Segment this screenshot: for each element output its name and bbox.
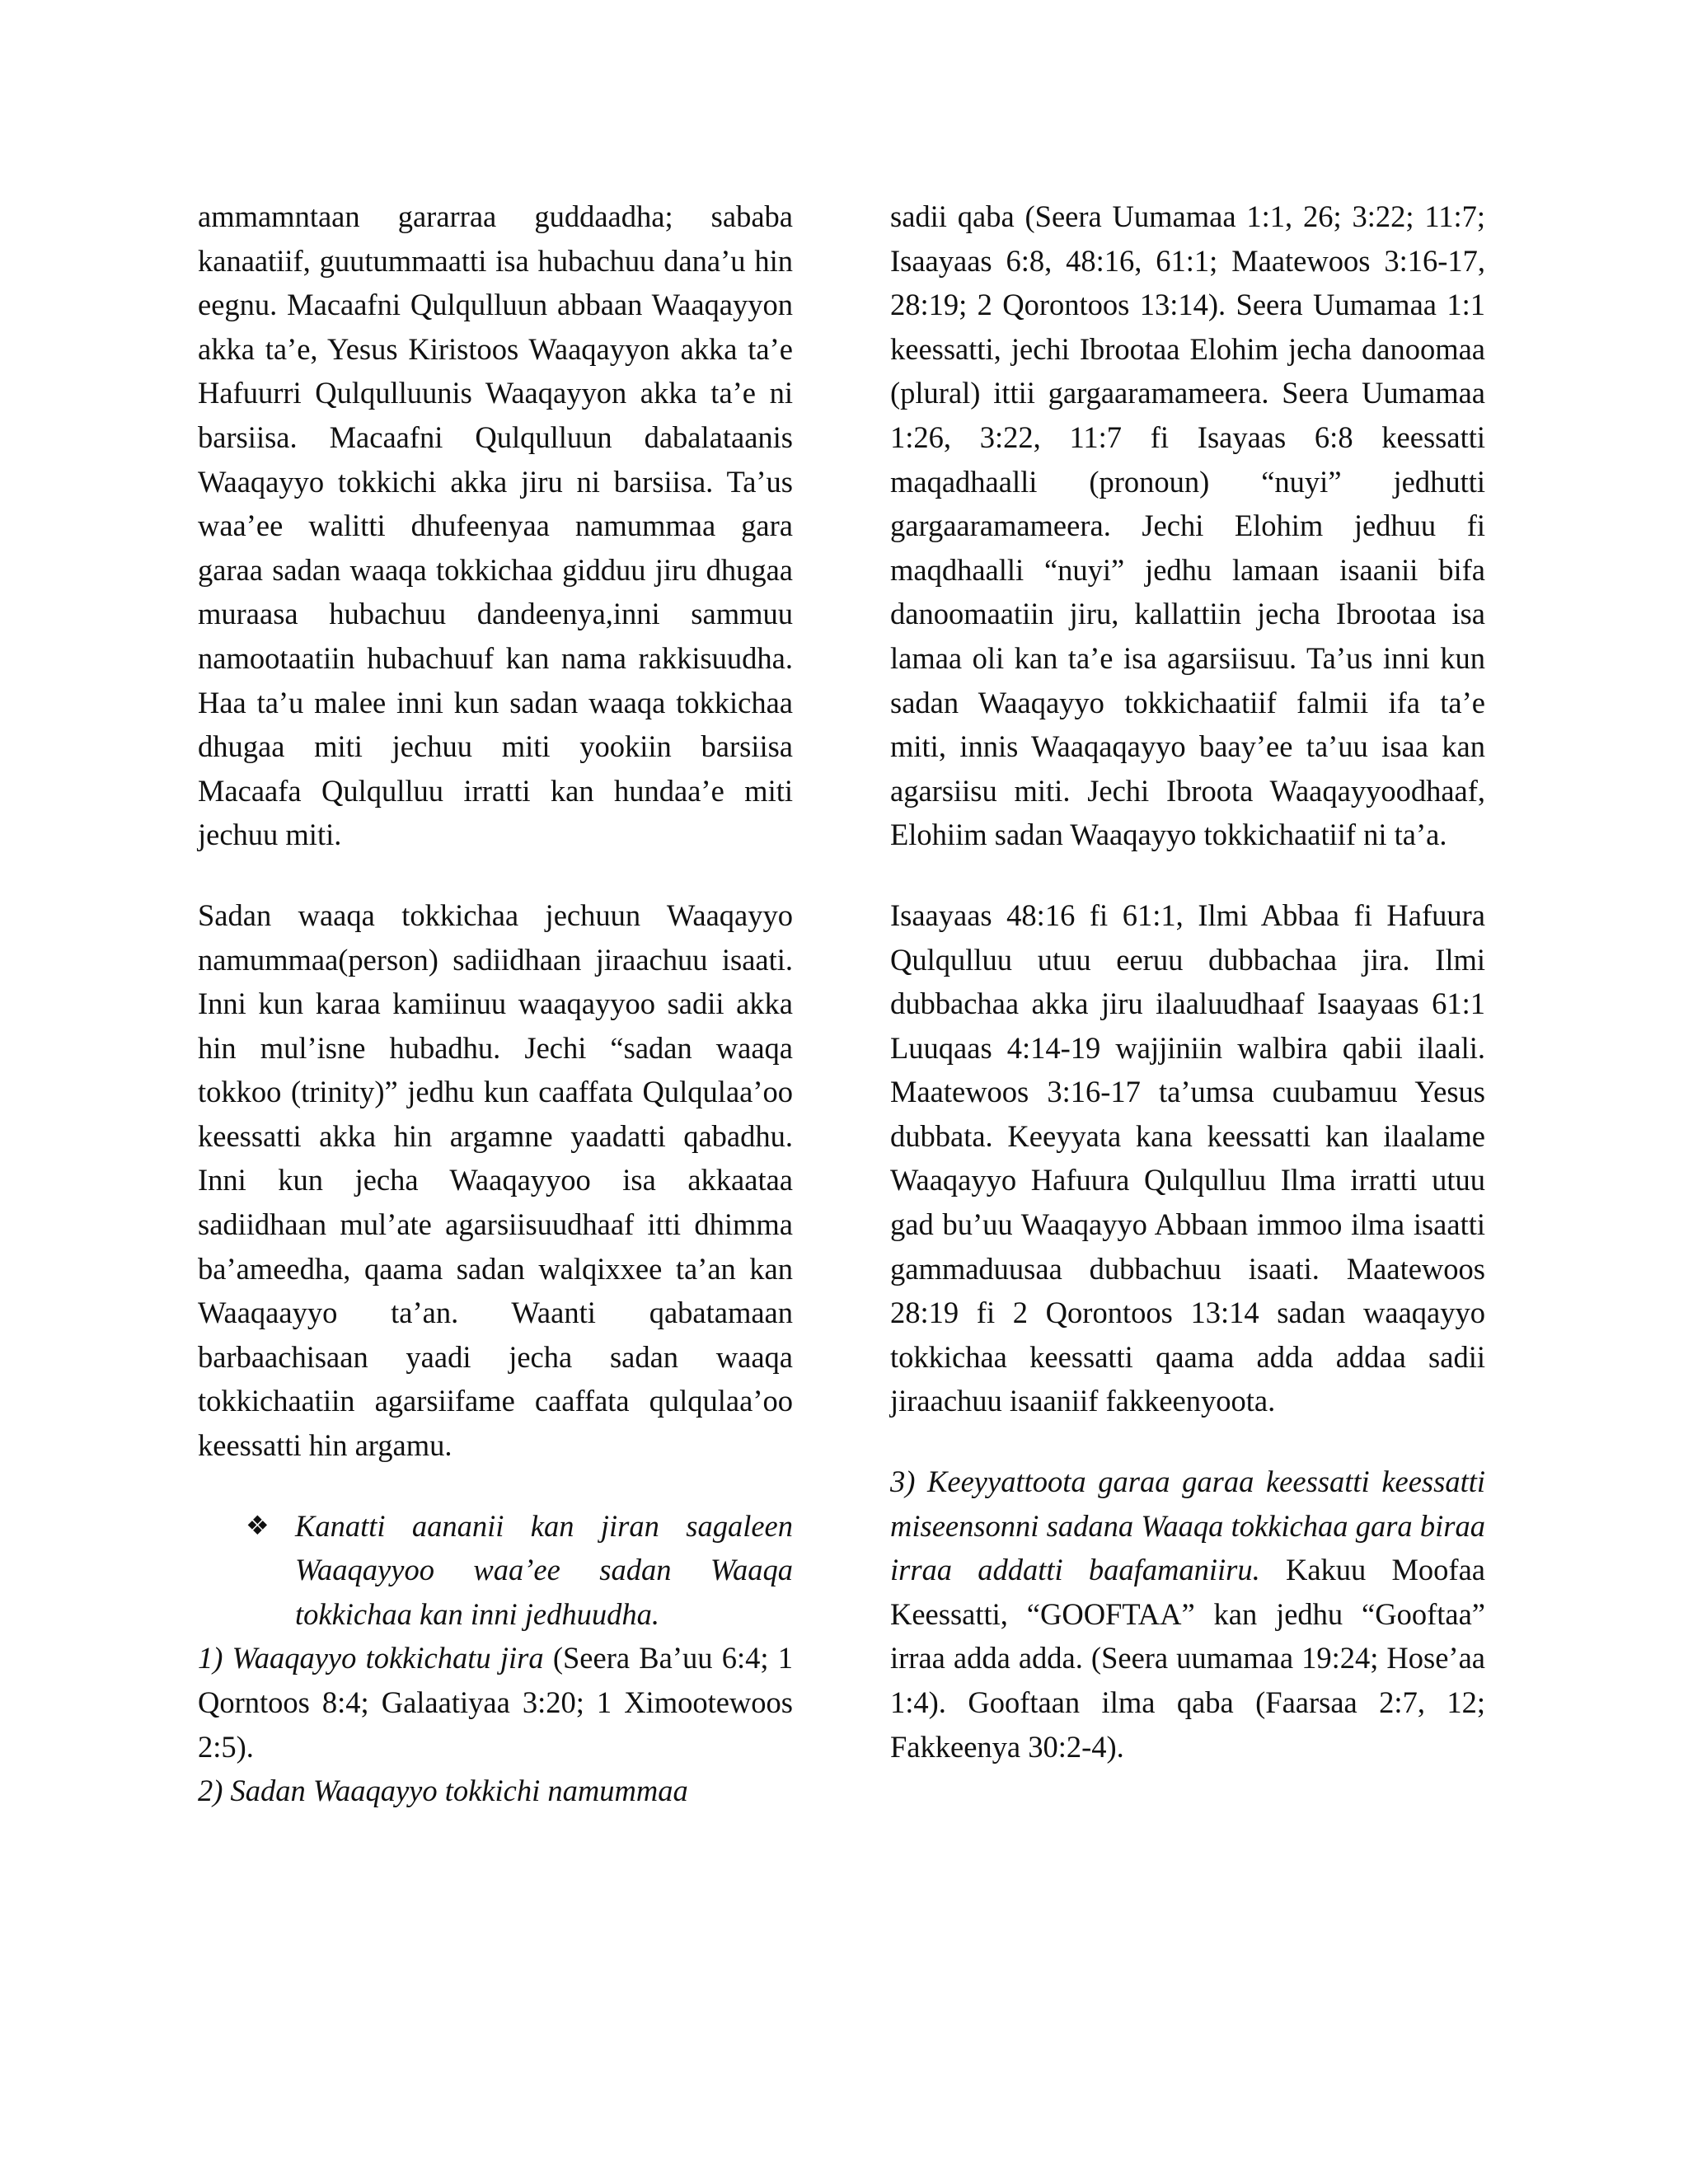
item-lead: 3) Keeyyattoota garaa garaa keessatti keessatti miseensonni sadana Waaqa tokkichaa gara biraa irraa addatti baafamaniiru.	[890, 1465, 1485, 1587]
paragraph: sadii qaba (Seera Uumamaa 1:1, 26; 3:22; 11:7; Isaayaas 6:8, 48:16, 61:1; Maatewoos 3:16-17, 28:19; 2 Qorontoos 13:14). Seera Uumamaa 1:1 keessatti, jechi Ibrootaa Elohim jecha danoomaa (plural) ittii gargaaramameera. Seera Uumamaa 1:26, 3:22, 11:7 fi Isayaas 6:8 keessatti maqadhaalli (pronoun) “nuyi” jedhutti gargaaramameera. Jechi Elohim jedhuu fi maqdhaalli “nuyi” jedhu lamaan isaanii bifa danoomaatiin jiru, kallattiin jecha Ibrootaa isa lamaa oli kan ta’e isa agarsiisuu. Ta’us inni kun sadan Waaqayyo tokkichaatiif falmii ifa ta’e miti, innis Waaqaqayyo baay’ee ta’uu isaa kan agarsiisu miti. Jechi Ibroota Waaqayyoodhaaf, Elohiim sadan Waaqayyo tokkichaatiif ni ta’a.	[890, 199, 1485, 852]
bullet-item	[198, 1504, 793, 1637]
numbered-item-2	[198, 1769, 793, 1813]
item-refs: (Seera Ba’uu 6:4; 1 Qorntoos 8:4; Galaatiyaa 3:20; 1 Ximootewoos 2:5).	[198, 1641, 793, 1764]
item-lead: 1) Waaqayyo tokkichatu jira	[198, 1641, 544, 1675]
right-column	[890, 194, 1485, 1769]
numbered-item-3	[890, 1460, 1485, 1769]
paragraph: ammamntaan gararraa guddaadha; sababa kanaatiif, guutummaatti isa hubachuu dana’u hin eegnu. Macaafni Qulqulluun abbaan Waaqayyon akka ta’e, Yesus Kiristoos Waaqayyon akka ta’e Hafuurri Qulqulluunis Waaqayyon akka ta’e ni barsiisa. Macaafni Qulqulluun dabalataanis Waaqayyo tokkichi akka jiru ni barsiisa. Ta’us waa’ee walitti dhufeenyaa namummaa gara garaa sadan waaqa tokkichaa gidduu jiru dhugaa muraasa hubachuu dandeenya,inni sammuu namootaatiin hubachuuf kan nama rakkisuudha. Haa ta’u malee inni kun sadan waaqa tokkichaa dhugaa miti jechuu miti yookiin barsiisa Macaafa Qulqulluu irratti kan hundaa’e miti jechuu miti.	[198, 199, 793, 852]
left-column	[198, 194, 793, 1813]
diamond-bullet-icon: ❖	[246, 1510, 270, 1540]
item-lead: 2) Sadan Waaqayyo tokkichi namummaa	[198, 1774, 688, 1808]
bullet-text: Kanatti aananii kan jiran sagaleen Waaqayyoo waa’ee sadan Waaqa tokkichaa kan inni jedhuudha.	[295, 1508, 793, 1631]
paragraph: Sadan waaqa tokkichaa jechuun Waaqayyo namummaa(person) sadiidhaan jiraachuu isaati. Inni kun karaa kamiinuu waaqayyoo sadii akka hin mul’isne hubadhu. Jechi “sadan waaqa tokkoo (trinity)” jedhu kun caaffata Qulqulaa’oo keessatti akka hin argamne yaadatti qabadhu. Inni kun jecha Waaqayyoo isa akkaataa sadiidhaan mul’ate agarsiisuudhaaf itti dhimma ba’ameedha, qaama sadan walqixxee ta’an kan Waaqaayyo ta’an. Waanti qabatamaan barbaachisaan yaadi jecha sadan waaqa tokkichaatiin agarsiifame caaffata qulqulaa’oo keessatti hin argamu.	[198, 898, 793, 1463]
numbered-item-1	[198, 1636, 793, 1769]
paragraph: Isaayaas 48:16 fi 61:1, Ilmi Abbaa fi Hafuura Qulqulluu utuu eeruu dubbachaa jira. Ilmi dubbachaa akka jiru ilaaluudhaaf Isaayaas 61:1 Luuqaas 4:14-19 wajjiniin walbira qabii ilaali. Maatewoos 3:16-17 ta’umsa cuubamuu Yesus dubbata. Keeyyata kana keessatti kan ilaalame Waaqayyo Hafuura Qulqulluu Ilma irratti utuu gad bu’uu Waaqayyo Abbaan immoo ilma isaatti gammaduusaa dubbachuu isaati. Maatewoos 28:19 fi 2 Qorontoos 13:14 sadan waaqayyo tokkichaa keessatti qaama adda addaa sadii jiraachuu isaaniif fakkeenyoota.	[890, 898, 1485, 1418]
item-text: Kakuu Moofaa Keessatti, “GOOFTAA” kan jedhu “Gooftaa” irraa adda adda. (Seera uumamaa 19:24; Hose’aa 1:4). Gooftaan ilma qaba (Faarsaa 2:7, 12; Fakkeenya 30:2-4).	[890, 1553, 1485, 1764]
